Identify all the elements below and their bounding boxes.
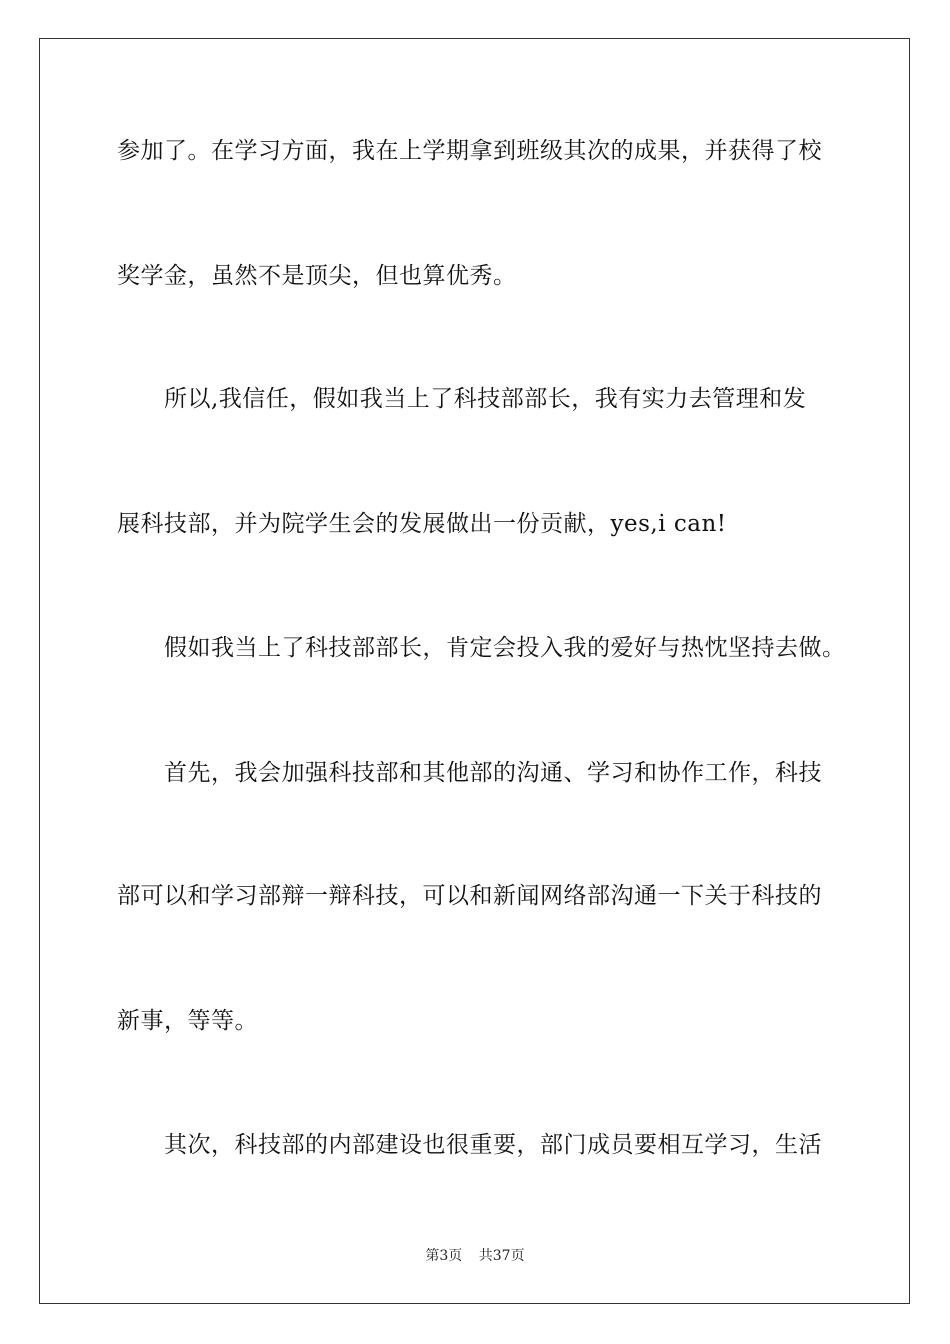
text-line-1: 参加了。在学习方面，我在上学期拿到班级其次的成果，并获得了校 (117, 138, 822, 164)
text-line-6: 首先，我会加强科技部和其他部的沟通、学习和协作工作，科技 (164, 760, 822, 786)
text-line-4: 展科技部，并为院学生会的发展做出一份贡献，yes,i can! (117, 511, 727, 537)
text-line-5: 假如我当上了科技部部长，肯定会投入我的爱好与热忱坚持去做。 (164, 635, 846, 661)
text-line-7: 部可以和学习部辩一辩科技，可以和新闻网络部沟通一下关于科技的 (117, 883, 822, 909)
text-line-3: 所以,我信任，假如我当上了科技部部长，我有实力去管理和发 (164, 386, 807, 412)
page-total: 共37页 (478, 1248, 525, 1264)
text-line-9: 其次，科技部的内部建设也很重要，部门成员要相互学习，生活 (164, 1132, 822, 1158)
text-line-2: 奖学金，虽然不是顶尖，但也算优秀。 (117, 263, 517, 289)
page-border (39, 38, 910, 1304)
page-footer (0, 1247, 950, 1265)
page-number: 第3页 (425, 1248, 463, 1264)
text-line-8: 新事，等等。 (117, 1008, 258, 1034)
